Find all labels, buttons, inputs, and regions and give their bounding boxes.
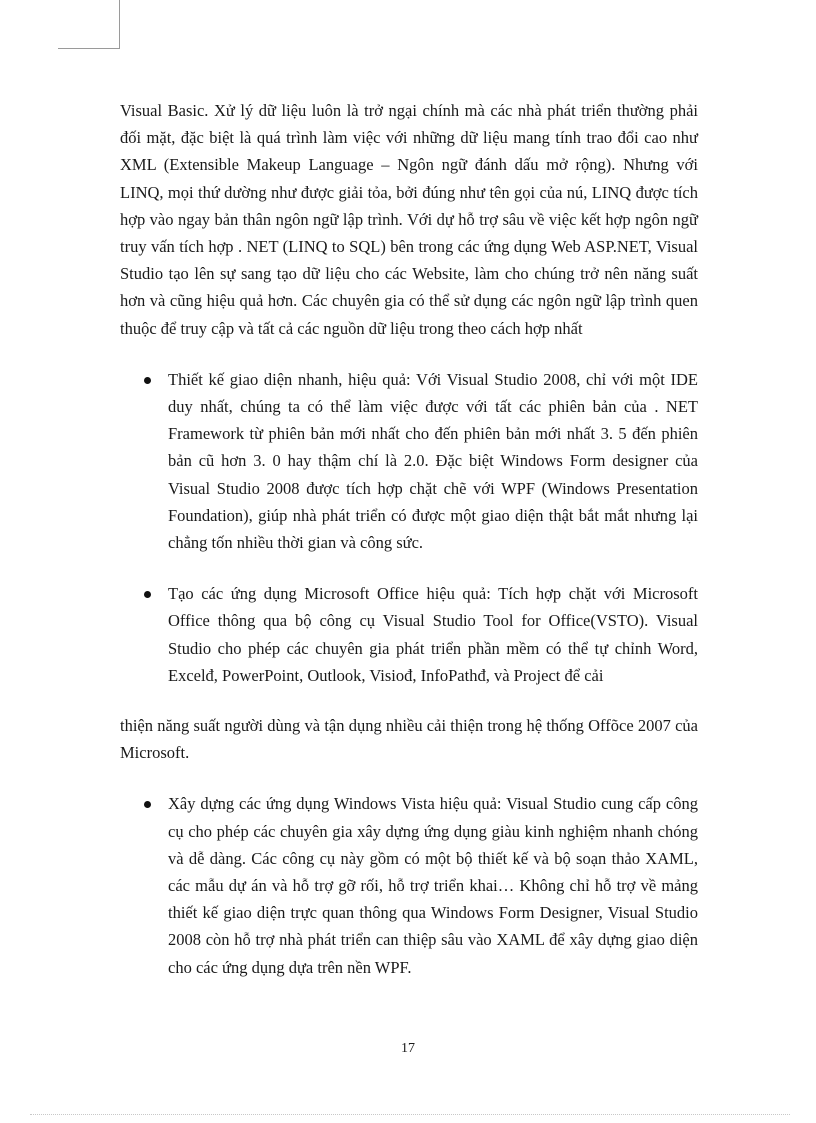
- bullet-item-office: [120, 580, 698, 689]
- bullet-item-design: [120, 366, 698, 556]
- bullet-list-3: [120, 790, 698, 980]
- bullet-item-vista: [120, 790, 698, 980]
- bullet-list-2: [120, 580, 698, 689]
- intro-paragraph: Visual Basic. Xử lý dữ liệu luôn là trở ngại chính mà các nhà phát triển thường phải đối mặt, đặc biệt là quá trình làm việc với những dữ liệu mang tính trao đổi cao như XML (Extensible Makeup Language – Ngôn ngữ đánh dấu mở rộng). Nhưng với LINQ, mọi thứ dường như được giải tỏa, bởi đúng như tên gọi của nú, LINQ được tích hợp vào ngay bản thân ngôn ngữ lập trình. Với dự hỗ trợ sâu về việc kết hợp ngôn ngữ truy vấn tích hợp . NET (LINQ to SQL) bên trong các ứng dụng Web ASP.NET, Visual Studio tạo lên sự sang tạo dữ liệu cho các Website, làm cho chúng trở nên năng suất hơn và cũng hiệu quả hơn. Các chuyên gia có thể sử dụng các ngôn ngữ lập trình quen thuộc để truy cập và tất cả các nguồn dữ liệu trong theo cách hợp nhất: [120, 101, 698, 338]
- bullet-text-design: Thiết kế giao diện nhanh, hiệu quả: Với Visual Studio 2008, chỉ với một IDE duy nhất, chúng ta có thể làm việc được với tất các phiên bản của . NET Framework từ phiên bản mới nhất cho đến phiên bản mới nhất 3. 5 đến phiên bản cũ hơn 3. 0 hay thậm chí là 2.0. Đặc biệt Windows Form designer của Visual Studio 2008 được tích hợp chặt chẽ với WPF (Windows Presentation Foundation), giúp nhà phát triển có được một giao diện thật bắt mắt nhưng lại chẳng tốn nhiều thời gian và công sức.: [168, 369, 698, 553]
- crop-mark-vertical: [119, 0, 120, 49]
- bullet-text-office: Tạo các ứng dụng Microsoft Office hiệu quả: Tích hợp chặt với Microsoft Office thông qua bộ công cụ Visual Studio Tool for Office(VSTO). Visual Studio cho phép các chuyên gia phát triển phần mềm có thể tự chỉnh Word, Excelđ, PowerPoint, Outlook, Visiođ, InfoPathđ, và Project để cải: [168, 584, 698, 685]
- continuation-paragraph: thiện năng suất người dùng và tận dụng nhiều cải thiện trong hệ thống Offõce 2007 của Microsoft.: [120, 716, 698, 763]
- bullet-list-1: [120, 366, 698, 556]
- bullet-dot-icon: [144, 591, 151, 598]
- bullet-text-vista: Xây dựng các ứng dụng Windows Vista hiệu quả: Visual Studio cung cấp công cụ cho phép các chuyên gia xây dựng ứng dụng giàu kinh nghiệm nhanh chóng và dễ dàng. Các công cụ này gồm có một bộ thiết kế và bộ soạn thảo XAML, các mẫu dự án và hỗ trợ gỡ rối, hỗ trợ triển khai… Không chỉ hỗ trợ về mảng thiết kế giao diện trực quan thông qua Windows Form Designer, Visual Studio 2008 còn hỗ trợ nhà phát triển can thiệp sâu vào XAML để xây dựng giao diện cho các ứng dụng dựa trên nền WPF.: [168, 794, 698, 977]
- bullet-dot-icon: [144, 377, 151, 384]
- bottom-dotted-rule: [30, 1114, 790, 1115]
- crop-mark-horizontal: [58, 48, 120, 49]
- page-content: [120, 97, 698, 981]
- bullet-dot-icon: [144, 801, 151, 808]
- page-number: 17: [401, 1041, 415, 1056]
